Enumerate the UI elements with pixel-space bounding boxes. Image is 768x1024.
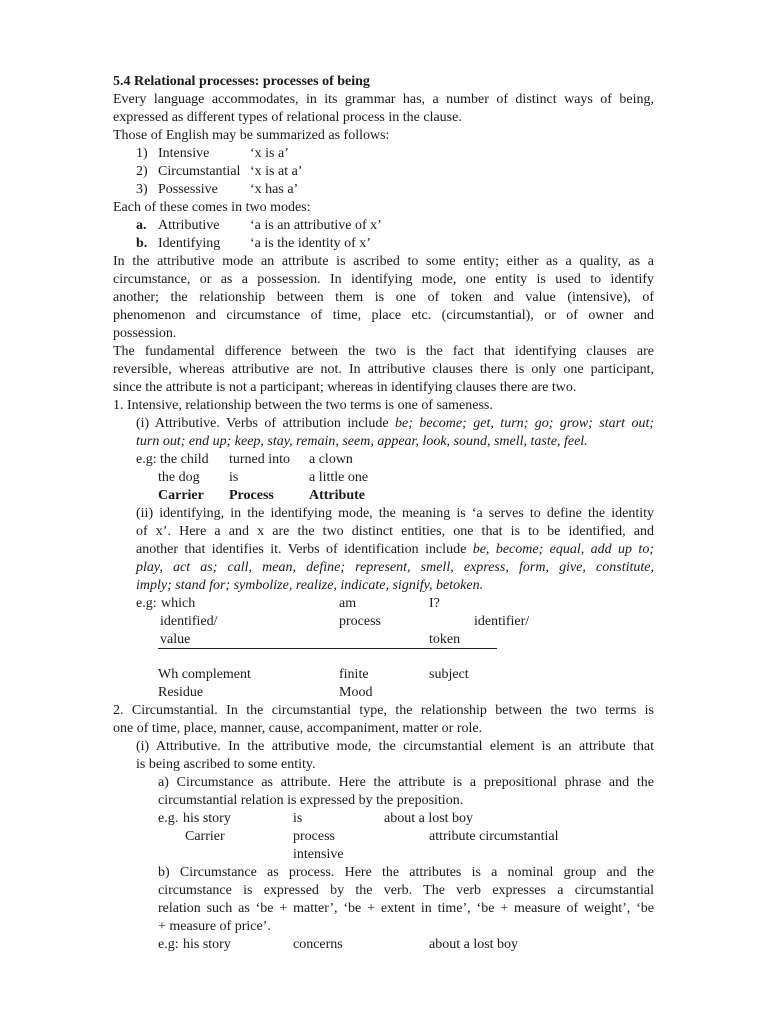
section-heading: 5.4 Relational processes: processes of being [113, 74, 370, 89]
type-name: Circumstantial [158, 164, 241, 179]
paragraph-line [136, 433, 588, 451]
paragraph-line: circumstance is expressed by the verb. The verb expresses a circumstantial [158, 883, 654, 898]
paragraph-line: In the attributive mode an attribute is ascribed to some entity; either as a quality, as a [113, 254, 654, 269]
example-word: about a lost boy [429, 937, 519, 952]
type-formula: ‘x is at a’ [250, 164, 303, 179]
example-word: a clown [309, 452, 353, 467]
example-label: Carrier [185, 829, 225, 844]
paragraph-line: is being ascribed to some entity. [136, 757, 316, 772]
paragraph-line: reversible, whereas attributive are not. In attributive clauses there is only one participant, [113, 362, 654, 377]
example-word: a little one [309, 470, 369, 485]
mode-name: Identifying [158, 236, 221, 251]
example-word: I? [429, 596, 440, 611]
mode-letter: b. [136, 236, 148, 251]
function-label: value [160, 632, 191, 647]
example-word: his story [183, 811, 231, 826]
example-word: is [293, 811, 303, 826]
paragraph-line: since the attribute is not a participant; whereas in identifying clauses there are two. [113, 380, 577, 395]
paragraph-line: of x’. Here a and x are the two distinct entities, one that is to be identified, and [136, 524, 654, 539]
type-name: Possessive [158, 182, 218, 197]
paragraph-line: possession. [113, 326, 177, 341]
example-word: his story [183, 937, 231, 952]
type-number: 3) [136, 182, 148, 197]
modes-intro: Each of these comes in two modes: [113, 200, 311, 215]
paragraph-line: a) Circumstance as attribute. Here the attribute is a prepositional phrase and the [158, 775, 654, 790]
example-label: attribute circumstantial [429, 829, 559, 844]
example-word: is [229, 470, 239, 485]
example-label: Attribute [309, 488, 365, 503]
function-label: process [339, 614, 381, 629]
mode-formula: ‘a is the identity of x’ [250, 236, 371, 251]
type-name: Intensive [158, 146, 210, 161]
intro-line-1: Every language accommodates, in its grammar has, a number of distinct ways of being, [113, 92, 654, 107]
example-word: concerns [293, 937, 343, 952]
example-prefix: e.g: [136, 452, 157, 467]
divider [158, 648, 497, 649]
paragraph-line: relation such as ‘be + matter’, ‘be + extent in time’, ‘be + measure of weight’, ‘be [158, 901, 654, 916]
paragraph-line [136, 541, 654, 559]
example-word: which [161, 596, 196, 611]
type-formula: ‘x has a’ [250, 182, 299, 197]
example-label: Process [229, 488, 274, 503]
verb-list: be; become; get, turn; go; grow; start out; [395, 416, 655, 431]
type-formula: ‘x is a’ [250, 146, 289, 161]
paragraph-line: b) Circumstance as process. Here the attributes is a nominal group and the [158, 865, 654, 880]
example-label: process [293, 829, 335, 844]
attributive-label: (i) Attributive. Verbs of attribution include [136, 416, 396, 431]
paragraph-line [136, 559, 654, 577]
verb-list: play, act as; call, mean, define; represent, smell, express, form, give, constitute, [136, 560, 654, 575]
example-label: Carrier [158, 488, 204, 503]
example-word: about a lost boy [384, 811, 474, 826]
mode-name: Attributive [158, 218, 220, 233]
verb-list: imply; stand for; symbolize, realize, indicate, signify, betoken. [136, 578, 484, 593]
mood-label: Mood [339, 685, 373, 700]
paragraph-line: + measure of price’. [158, 919, 271, 934]
paragraph-line: (ii) identifying, in the identifying mode, the meaning is ‘a serves to define the identity [136, 506, 654, 521]
mood-label: Residue [158, 685, 204, 700]
example-prefix: e.g. [158, 811, 179, 826]
paragraph-line: (i) Attributive. In the attributive mode, the circumstantial element is an attribute that [136, 739, 654, 754]
example-word: the dog [158, 470, 200, 485]
paragraph-line: circumstance, or as a possession. In identifying mode, one entity is used to identify [113, 272, 654, 287]
mood-label: subject [429, 667, 469, 682]
paragraph-line: another; the relationship between them is one of token and value (intensive), of [113, 290, 654, 305]
example-word: turned into [229, 452, 291, 467]
verb-list: turn out; end up; keep, stay, remain, seem, appear, look, sound, smell, taste, feel. [136, 434, 588, 449]
type-number: 1) [136, 146, 148, 161]
intro-line-3: Those of English may be summarized as follows: [113, 128, 390, 143]
example-prefix: e.g: [158, 937, 179, 952]
function-label: token [429, 632, 461, 647]
paragraph-line: one of time, place, manner, cause, accompaniment, matter or role. [113, 721, 483, 736]
function-label: identified/ [160, 614, 218, 629]
type-number: 2) [136, 164, 148, 179]
example-word: the child [160, 452, 209, 467]
paragraph-line: circumstantial relation is expressed by the preposition. [158, 793, 464, 808]
paragraph-line: 2. Circumstantial. In the circumstantial type, the relationship between the two terms is [113, 703, 654, 718]
identifying-text: another that identifies it. Verbs of identification include [136, 542, 473, 557]
subsection-title: 1. Intensive, relationship between the two terms is one of sameness. [113, 398, 493, 413]
function-label: identifier/ [474, 614, 530, 629]
paragraph-line [136, 577, 483, 595]
verb-list: be, become; equal, add up to; [472, 542, 654, 557]
mode-letter: a. [136, 218, 147, 233]
example-prefix: e.g: [136, 596, 157, 611]
example-word: am [339, 596, 357, 611]
mood-label: finite [339, 667, 369, 682]
intro-line-2: expressed as different types of relational process in the clause. [113, 110, 462, 125]
paragraph-line: The fundamental difference between the two is the fact that identifying clauses are [113, 344, 654, 359]
paragraph-line [136, 415, 654, 433]
example-label: intensive [293, 847, 344, 862]
mode-formula: ‘a is an attributive of x’ [250, 218, 382, 233]
paragraph-line: phenomenon and circumstance of time, place etc. (circumstantial), or of owner and [113, 308, 654, 323]
mood-label: Wh complement [158, 667, 251, 682]
